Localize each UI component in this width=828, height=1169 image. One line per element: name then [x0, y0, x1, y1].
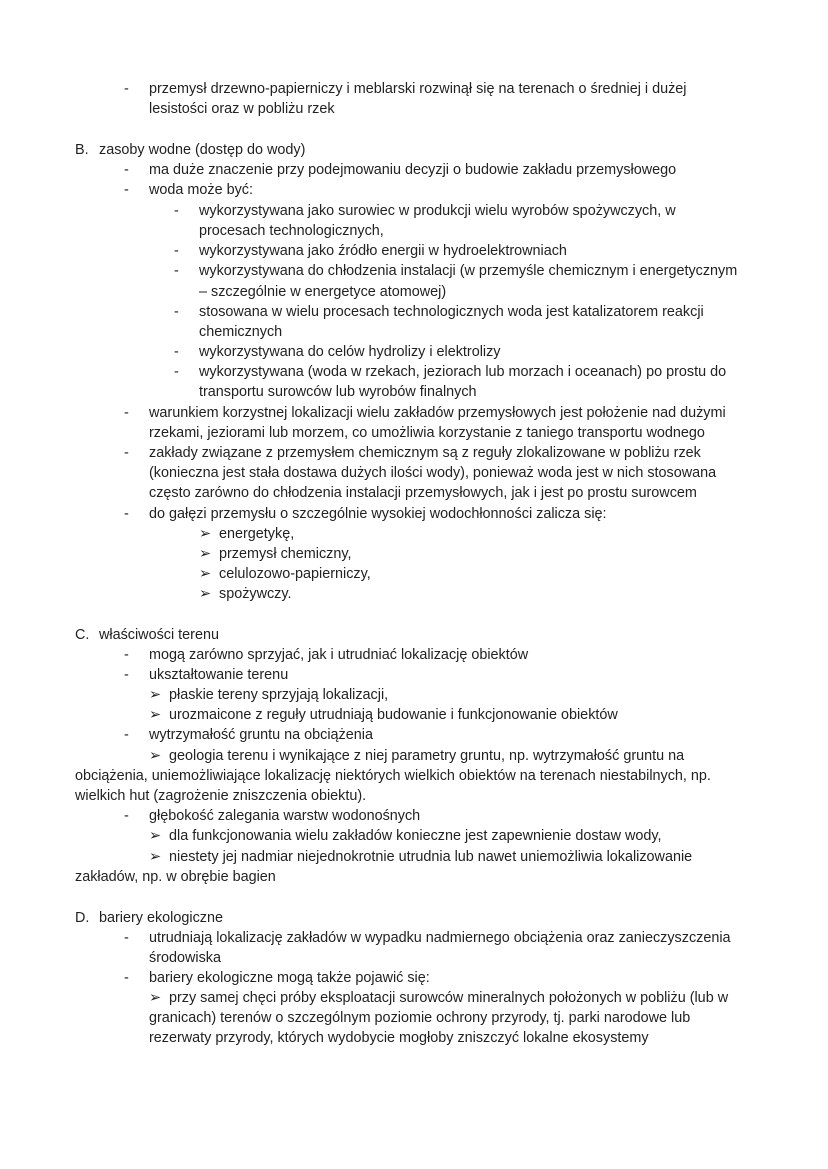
section-heading: zasoby wodne (dostęp do wody)	[99, 142, 306, 158]
text-line: ukształtowanie terenu	[149, 667, 289, 683]
bullet-dash: -	[124, 647, 129, 663]
bullet-dash: -	[124, 727, 129, 743]
section-marker: D.	[75, 910, 90, 926]
section-marker: B.	[75, 142, 89, 158]
text-line: stosowana w wielu procesach technologicznych woda jest katalizatorem reakcji	[199, 304, 704, 320]
bullet-dash: -	[124, 667, 129, 683]
sub-bullet-dash: -	[174, 304, 179, 320]
bullet-dash: -	[124, 808, 129, 824]
text-line: wytrzymałość gruntu na obciążenia	[149, 727, 373, 743]
text-line: głębokość zalegania warstw wodonośnych	[149, 808, 421, 824]
text-line: chemicznych	[199, 324, 283, 340]
arrow-bullet: ➢	[149, 707, 162, 723]
text-line: procesach technologicznych,	[199, 223, 384, 239]
bullet-dash: -	[124, 930, 129, 946]
list-item: energetykę,	[219, 526, 295, 542]
text-line: utrudniają lokalizację zakładów w wypadku nadmiernego obciążenia oraz zanieczyszczenia	[149, 930, 731, 946]
text-line: wykorzystywana do celów hydrolizy i elektrolizy	[199, 344, 501, 360]
text-line: granicach) terenów o szczególnym poziomie ochrony przyrody, tj. parki narodowe lub	[149, 1010, 691, 1026]
text-line: rzekami, jeziorami lub morzem, co umożliwia korzystanie z taniego transportu wodnego	[149, 425, 705, 441]
text-line: wykorzystywana do chłodzenia instalacji (w przemyśle chemicznym i energetycznym	[199, 263, 738, 279]
text-line: ma duże znaczenie przy podejmowaniu decyzji o budowie zakładu przemysłowego	[149, 162, 677, 178]
sub-bullet-dash: -	[174, 203, 179, 219]
text-line: zakładów, np. w obrębie bagien	[75, 869, 276, 885]
sub-bullet-dash: -	[174, 243, 179, 259]
text-line: przy samej chęci próby eksploatacji surowców mineralnych położonych w pobliżu (lub w	[169, 990, 729, 1006]
text-line: geologia terenu i wynikające z niej parametry gruntu, np. wytrzymałość gruntu na	[169, 748, 685, 764]
text-line: – szczególnie w energetyce atomowej)	[199, 284, 447, 300]
text-line: rezerwaty przyrody, których wydobycie mogłoby zniszczyć lokalne ekosystemy	[149, 1030, 649, 1046]
arrow-bullet: ➢	[149, 828, 162, 844]
text-line: woda może być:	[149, 182, 253, 198]
bullet-dash: -	[124, 445, 129, 461]
bullet-dash: -	[124, 81, 129, 97]
arrow-bullet: ➢	[149, 990, 162, 1006]
bullet-dash: -	[124, 506, 129, 522]
bullet-dash: -	[124, 162, 129, 178]
text-line: bariery ekologiczne mogą także pojawić się:	[149, 970, 430, 986]
text-line: lesistości oraz w pobliżu rzek	[149, 101, 335, 117]
arrow-bullet: ➢	[149, 748, 162, 764]
bullet-dash: -	[124, 970, 129, 986]
list-item: spożywczy.	[219, 586, 292, 602]
text-line: wykorzystywana jako źródło energii w hydroelektrowniach	[199, 243, 567, 259]
bullet-dash: -	[124, 405, 129, 421]
text-line: mogą zarówno sprzyjać, jak i utrudniać lokalizację obiektów	[149, 647, 529, 663]
text-line: warunkiem korzystnej lokalizacji wielu zakładów przemysłowych jest położenie nad dużymi	[149, 405, 726, 421]
arrow-bullet: ➢	[199, 546, 212, 562]
text-line: obciążenia, uniemożliwiające lokalizację niektórych wielkich obiektów na terenach niestabilnych, np.	[75, 768, 711, 784]
list-item: płaskie tereny sprzyjają lokalizacji,	[169, 687, 389, 703]
text-line: (konieczna jest stała dostawa dużych ilości wody), ponieważ woda jest w nich stosowana	[149, 465, 717, 481]
arrow-bullet: ➢	[199, 566, 212, 582]
text-line: zakłady związane z przemysłem chemicznym są z reguły zlokalizowane w pobliżu rzek	[149, 445, 701, 461]
arrow-bullet: ➢	[199, 526, 212, 542]
bullet-dash: -	[124, 182, 129, 198]
section-heading: właściwości terenu	[99, 627, 219, 643]
text-line: wielkich hut (zagrożenie zniszczenia obiektu).	[75, 788, 367, 804]
text-line: niestety jej nadmiar niejednokrotnie utrudnia lub nawet uniemożliwia lokalizowanie	[169, 849, 693, 865]
text-line: do gałęzi przemysłu o szczególnie wysokiej wodochłonności zalicza się:	[149, 506, 607, 522]
text-line: przemysł drzewno-papierniczy i meblarski rozwinął się na terenach o średniej i dużej	[149, 81, 687, 97]
sub-bullet-dash: -	[174, 263, 179, 279]
arrow-bullet: ➢	[149, 687, 162, 703]
text-line: wykorzystywana (woda w rzekach, jeziorach lub morzach i oceanach) po prostu do	[199, 364, 727, 380]
text-line: środowiska	[149, 950, 221, 966]
text-line: wykorzystywana jako surowiec w produkcji wielu wyrobów spożywczych, w	[199, 203, 676, 219]
section-heading: bariery ekologiczne	[99, 910, 223, 926]
text-line: transportu surowców lub wyrobów finalnych	[199, 384, 477, 400]
sub-bullet-dash: -	[174, 344, 179, 360]
section-marker: C.	[75, 627, 90, 643]
sub-bullet-dash: -	[174, 364, 179, 380]
text-line: często zarówno do chłodzenia instalacji przemysłowych, jak i jest po prostu surowcem	[149, 485, 697, 501]
list-item: celulozowo-papierniczy,	[219, 566, 371, 582]
arrow-bullet: ➢	[199, 586, 212, 602]
list-item: przemysł chemiczny,	[219, 546, 352, 562]
text-line: dla funkcjonowania wielu zakładów konieczne jest zapewnienie dostaw wody,	[169, 828, 662, 844]
list-item: urozmaicone z reguły utrudniają budowanie i funkcjonowanie obiektów	[169, 707, 618, 723]
arrow-bullet: ➢	[149, 849, 162, 865]
